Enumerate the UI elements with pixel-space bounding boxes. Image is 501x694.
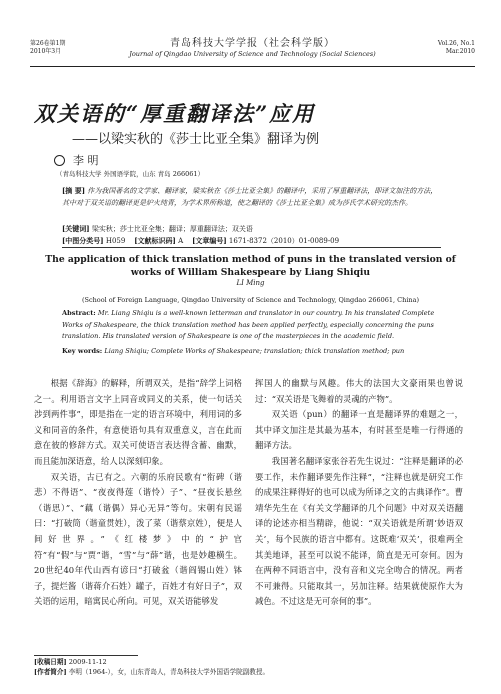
author-name-en: LI Ming bbox=[236, 279, 265, 287]
keywords-en-label: Key words: bbox=[62, 347, 103, 355]
date-left: 2010年3月 bbox=[30, 48, 62, 55]
running-header bbox=[30, 36, 475, 67]
footnote bbox=[34, 657, 471, 677]
author-name: 李 明 bbox=[73, 154, 99, 167]
article-title-en: The application of thick translation method of puns in the translated version of works of William Shakespeare by Liang Shiqiu bbox=[45, 254, 456, 278]
author-affiliation: （青岛科技大学 外国语学院，山东 青岛 266061） bbox=[56, 170, 205, 178]
footnote-divider bbox=[34, 655, 138, 656]
doc-code-label: [文献标识码] bbox=[134, 236, 176, 245]
abstract-cn-text: 作为我国著名的文学家、翻译家，梁实秋在《莎士比亚全集》的翻译中，采用了厚重翻译法，即译文加注的方法，其中对于双关语的翻译更是炉火纯青，为学术界所称道，使之翻译的《莎士比亚全集》成为莎氏学术研究的杰作。 bbox=[62, 187, 438, 207]
received-value: 2009-11-12 bbox=[68, 658, 107, 666]
journal-title-cn: 青岛科技大学学报（社会科学版） bbox=[170, 38, 335, 49]
issue-left: 第26卷第1期 bbox=[30, 40, 66, 47]
article-subtitle: ——以梁实秋的《莎士比亚全集》翻译为例 bbox=[72, 132, 320, 147]
body-paragraph: 挥国人的幽默与风趣。伟大的法国大文豪雨果也曾说过：“双关语是飞舞着的灵魂的产物”。 bbox=[255, 378, 463, 404]
circle-bullet-icon bbox=[54, 155, 65, 166]
clc-label: [中图分类号] bbox=[62, 236, 104, 245]
abstract-en bbox=[62, 308, 441, 343]
received-label: [收稿日期] bbox=[34, 658, 67, 666]
bio-label: [作者简介] bbox=[34, 668, 67, 676]
article-id-label: [文章编号] bbox=[192, 236, 227, 245]
keywords-cn-text: 梁实秋；莎士比亚全集；翻译；厚重翻译法；双关语 bbox=[91, 225, 253, 233]
abstract-cn-label: [摘 要] bbox=[62, 186, 86, 195]
author-block bbox=[54, 152, 99, 168]
keywords-en-text: Liang Shiqiu; Complete Works of Shakespeare; translation; thick translation method; pun bbox=[104, 347, 405, 355]
body-column-left bbox=[34, 376, 242, 610]
body-paragraph: 双关语，古已有之。六朝的乐府民歌有“衔碑（谐悲）不得语”、“夜夜得莲（谐怜）子”、“昼夜长悬丝（谐思）”、“藕（谐偶）异心无异”等句。宋朝有民谣曰：“打破筒（谐童贯姓），泼了菜（谐蔡京姓），便是人间好世界。”《红楼梦》中的“护官符”有“假”与“贾”谐，“雪”与“薛”谐，也是妙趣横生。20世纪40年代山西有谚曰“打破盆（谐阎锡山姓）钵子，提烂酱（谐蒋介石姓）罐子，百姓才有好日子”，双关语的运用，暗寓民心所向。可见，双关语能够发 bbox=[34, 471, 242, 607]
body-paragraph: 我国著名翻译家张谷若先生说过：“注释是翻译的必要工作，未作翻译要先作注释”，“注释也就是研究工作的成果注释得好的也可以成为所译之文的古典译作”。曹靖华先生在《有关文学翻译的几个问题》中对双关语翻译的论述亦相当精辟，他说：“双关语就是所谓‘妙语双关’，每个民族的语言中都有。这既难‘双关’，很难两全其美地译，甚至可以说不能译，简直是无可奈何。因为在两种不同语言中，没有音和义完全吻合的情况。两者不可兼得。只能取其一，另加注释。结果就使原作大为减色。不过这是无可奈何的事”。 bbox=[255, 455, 463, 607]
keywords-cn bbox=[62, 224, 441, 234]
keywords-en bbox=[62, 346, 441, 356]
header-center bbox=[30, 38, 475, 59]
divider bbox=[62, 247, 441, 248]
body-column-right bbox=[255, 376, 463, 610]
issue-right: Vol.26, No.1 bbox=[437, 40, 475, 47]
bio-value: 李明（1964-），女，山东青岛人，青岛科技大学外国语学院副教授。 bbox=[68, 668, 270, 676]
article-id-value: 1671-8372（2010）01-0089-09 bbox=[228, 237, 340, 245]
doc-code-value: A bbox=[178, 237, 184, 245]
keywords-cn-label: [关键词] bbox=[62, 224, 90, 233]
journal-title-en: Journal of Qingdao University of Science and Technology (Social Sciences) bbox=[129, 50, 376, 58]
clc-value: H059 bbox=[105, 237, 126, 245]
abstract-en-label: Abstract: bbox=[62, 309, 96, 317]
abstract-cn bbox=[62, 185, 441, 209]
body-paragraph: 双关语（pun）的翻译一直是翻译界的难题之一，其中译文加注是其最为基本，有时甚至是唯一行得通的翻译方法。 bbox=[255, 409, 463, 451]
header-right bbox=[438, 40, 475, 56]
body-paragraph: 根据《辞海》的解释，所谓双关，是指“辞学上词格之一。利用语言文字上同音或同义的关系，使一句话关涉到两件事”，即是指在一定的语言环境中，利用词的多义和同音的条件，有意使语句具有双重意义，言在此而意在彼的修辞方式。双关可使语言表达得含蓄、幽默，而且能加深语意，给人以深刻印象。 bbox=[34, 378, 242, 466]
classification-line bbox=[62, 236, 441, 246]
abstract-en-text: Mr. Liang Shiqiu is a well-known letterman and translator in our country. In his translated Complete Works of Shakespeare, the thick translation method has been applied perfectly, especially concerning the puns translation. His translated version of Shakespeare is one of the masterpieces in the academic field. bbox=[62, 309, 435, 340]
received-date bbox=[34, 657, 471, 667]
date-right: Mar.2010 bbox=[445, 48, 475, 55]
article-title: 双关语的“厚重翻译法”应用 bbox=[34, 101, 316, 126]
author-bio bbox=[34, 667, 471, 677]
author-affiliation-en: (School of Foreign Language, Qingdao University of Science and Technology, Qingdao 266061, China) bbox=[81, 296, 419, 304]
